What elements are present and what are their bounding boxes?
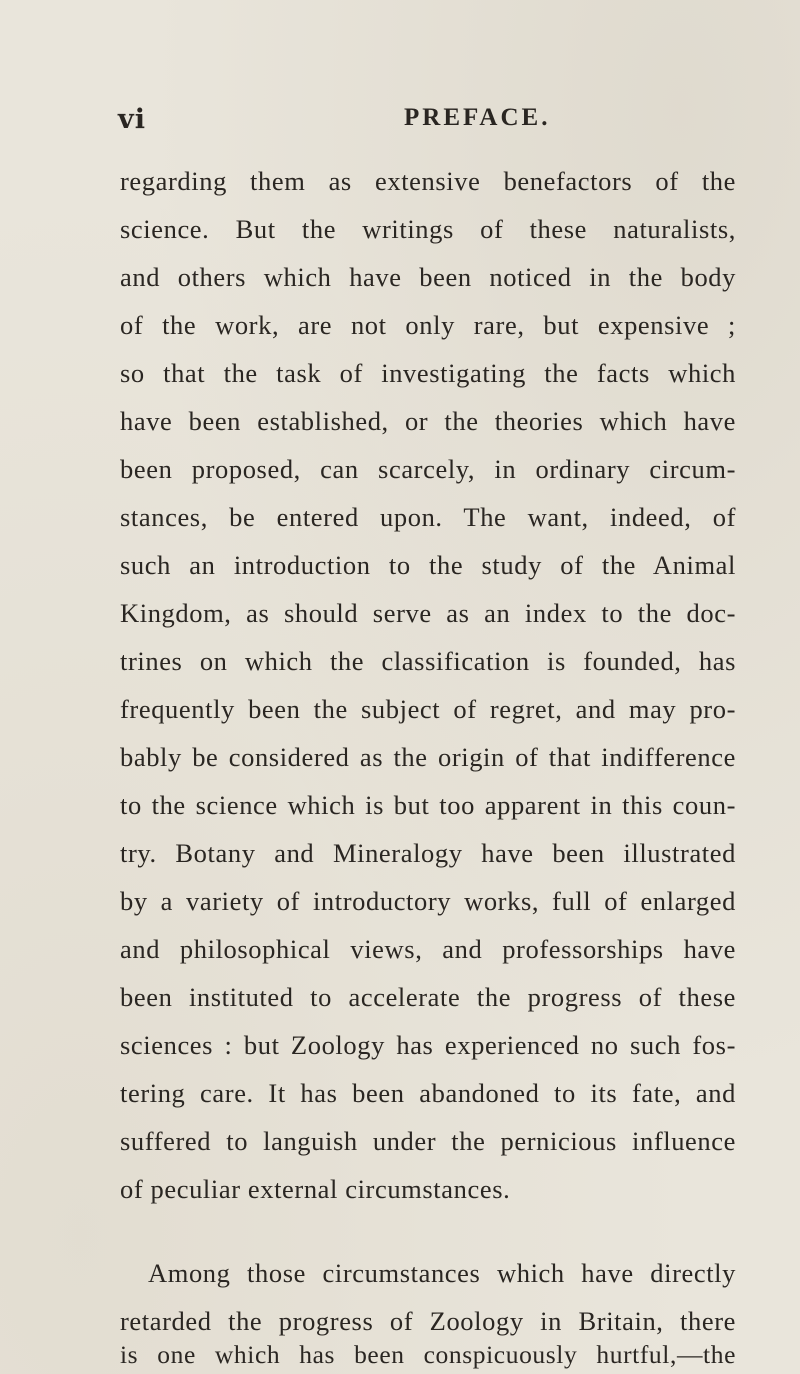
text-line: bably be considered as the origin of that indifference — [120, 742, 736, 772]
text-line: regarding them as extensive benefactors of the — [120, 166, 736, 196]
text-line: and others which have been noticed in the body — [120, 262, 736, 292]
text-line: so that the task of investigating the facts which — [120, 358, 736, 388]
text-line: of the work, are not only rare, but expensive ; — [120, 310, 736, 340]
running-head-title: PREFACE. — [404, 104, 551, 131]
running-head — [118, 104, 738, 140]
text-line: been proposed, can scarcely, in ordinary circum- — [120, 454, 736, 484]
text-line: tering care. It has been abandoned to its fate, and — [120, 1078, 736, 1108]
text-line: Among those circumstances which have directly — [148, 1258, 736, 1288]
text-line: of peculiar external circumstances. — [120, 1174, 511, 1204]
text-line: trines on which the classification is founded, has — [120, 646, 736, 676]
text-line: retarded the progress of Zoology in Britain, there — [120, 1306, 736, 1336]
text-line: Kingdom, as should serve as an index to the doc- — [120, 598, 736, 628]
text-line: is one which has been conspicuously hurtful,—the — [120, 1340, 736, 1369]
text-line: stances, be entered upon. The want, indeed, of — [120, 502, 736, 532]
text-line: by a variety of introductory works, full of enlarged — [120, 886, 736, 916]
text-line: and philosophical views, and professorships have — [120, 934, 736, 964]
text-line: frequently been the subject of regret, and may pro- — [120, 694, 736, 724]
text-line: to the science which is but too apparent in this coun- — [120, 790, 736, 820]
text-line: science. But the writings of these naturalists, — [120, 214, 736, 244]
text-line: have been established, or the theories which have — [120, 406, 736, 436]
text-line: suffered to languish under the pernicious influence — [120, 1126, 736, 1156]
text-line: such an introduction to the study of the Animal — [120, 550, 736, 580]
page-number: vi — [118, 104, 146, 135]
text-line: sciences : but Zoology has experienced no such fos- — [120, 1030, 736, 1060]
text-line: been instituted to accelerate the progress of these — [120, 982, 736, 1012]
text-line: try. Botany and Mineralogy have been illustrated — [120, 838, 736, 868]
